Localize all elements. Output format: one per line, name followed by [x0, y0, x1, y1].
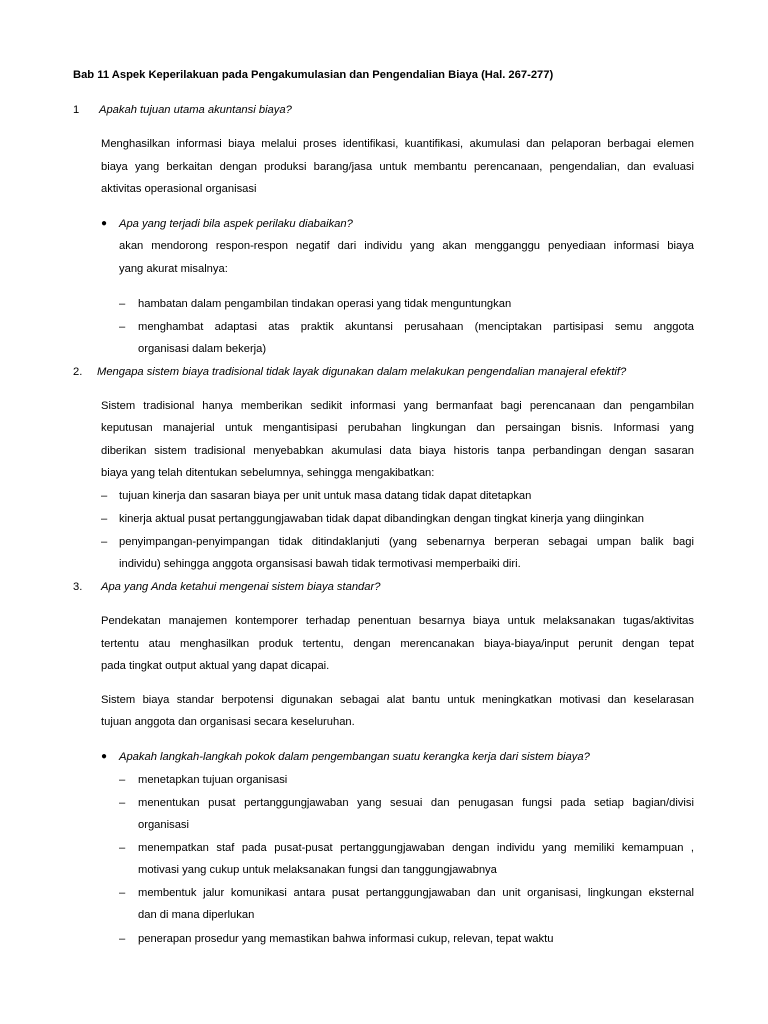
q3-list-item: membentuk jalur komunikasi antara pusat pertanggungjawaban dan unit organisasi, lingkungan eksternal: [138, 887, 694, 899]
q3-list-item-cont: organisasi: [138, 819, 189, 831]
q2-answer-line: Sistem tradisional hanya memberikan sedikit informasi yang bermanfaat bagi perencanaan dan pengambilan: [101, 400, 694, 412]
q1-sub-answer-line: akan mendorong respon-respon negatif dari individu yang akan mengganggu penyediaan informasi biaya: [119, 240, 694, 252]
q3-answer-line: pada tingkat output aktual yang dapat dicapai.: [101, 660, 330, 672]
q1-list-item: menghambat adaptasi atas praktik akuntansi perusahaan (menciptakan partisipasi semu anggota: [138, 321, 694, 333]
bullet-icon: ●: [101, 751, 108, 762]
q1-answer-line: Menghasilkan informasi biaya melalui proses identifikasi, kuantifikasi, akumulasi dan pelaporan berbagai elemen: [101, 138, 694, 150]
q2-answer-line: biaya yang telah ditentukan sebelumnya, sehingga mengakibatkan:: [101, 467, 435, 479]
dash-icon: –: [119, 887, 126, 899]
q2-answer-line: diberikan sistem tradisional menyebabkan akumulasi data biaya historis tanpa perbandingan dengan sasaran: [101, 445, 694, 457]
bullet-icon: ●: [101, 218, 108, 229]
q1-answer-line: aktivitas operasional organisasi: [101, 183, 257, 195]
q2-list-item: kinerja aktual pusat pertanggungjawaban tidak dapat dibandingkan dengan tingkat kinerja yang diinginkan: [119, 513, 644, 525]
dash-icon: –: [119, 797, 126, 809]
q1-number: 1: [73, 104, 80, 116]
dash-icon: –: [101, 513, 108, 525]
dash-icon: –: [101, 490, 108, 502]
q1-list-item-cont: organisasi dalam bekerja): [138, 343, 267, 355]
q3-answer-line: Pendekatan manajemen kontemporer terhadap penentuan besarnya biaya untuk melaksanakan tugas/aktivitas: [101, 615, 694, 627]
q3-answer2-line: Sistem biaya standar berpotensi digunakan sebagai alat bantu untuk meningkatkan motivasi dan keselarasan: [101, 694, 694, 706]
q3-list-item-cont: motivasi yang cukup untuk melaksanakan fungsi dan tanggungjawabnya: [138, 864, 497, 876]
q3-question: Apa yang Anda ketahui mengenai sistem biaya standar?: [101, 581, 381, 593]
q3-list-item: menentukan pusat pertanggungjawaban yang sesuai dan penugasan fungsi pada setiap bagian/divisi: [138, 797, 694, 809]
q2-question: Mengapa sistem biaya tradisional tidak layak digunakan dalam melakukan pengendalian manajeral efektif?: [97, 366, 627, 378]
q1-question: Apakah tujuan utama akuntansi biaya?: [99, 104, 292, 116]
q3-list-item: penerapan prosedur yang memastikan bahwa informasi cukup, relevan, tepat waktu: [138, 933, 554, 945]
q3-answer2-line: tujuan anggota dan organisasi secara keseluruhan.: [101, 716, 355, 728]
q2-list-item-cont: individu) sehingga anggota organsisasi bawah tidak termotivasi memperbaiki diri.: [119, 558, 521, 570]
q3-sub-question: Apakah langkah-langkah pokok dalam pengembangan suatu kerangka kerja dari sistem biaya?: [119, 751, 590, 763]
dash-icon: –: [119, 321, 126, 333]
q2-list-item: penyimpangan-penyimpangan tidak ditindaklanjuti (yang sebenarnya berperan sebagai umpan balik bagi: [119, 536, 694, 548]
q2-number: 2.: [73, 366, 83, 378]
q1-answer-line: biaya yang berkaitan dengan produksi barang/jasa untuk membantu perencanaan, pengendalian, dan evaluasi: [101, 161, 694, 173]
dash-icon: –: [119, 298, 126, 310]
q1-sub-question: Apa yang terjadi bila aspek perilaku diabaikan?: [119, 218, 353, 230]
q3-list-item-cont: dan di mana diperlukan: [138, 909, 255, 921]
q3-answer-line: tertentu atau menghasilkan produk tertentu, dengan merencanakan biaya-biaya/input perunit dengan tepat: [101, 638, 694, 650]
q3-list-item: menempatkan staf pada pusat-pusat pertanggungjawaban dengan individu yang memiliki kemampuan ,: [138, 842, 694, 854]
q1-list-item: hambatan dalam pengambilan tindakan operasi yang tidak menguntungkan: [138, 298, 512, 310]
dash-icon: –: [119, 933, 126, 945]
dash-icon: –: [119, 842, 126, 854]
q2-answer-line: keputusan manajerial untuk mengantisipasi perubahan lingkungan dan persaingan bisnis. Informasi yang: [101, 422, 694, 434]
q3-list-item: menetapkan tujuan organisasi: [138, 774, 288, 786]
q2-list-item: tujuan kinerja dan sasaran biaya per unit untuk masa datang tidak dapat ditetapkan: [119, 490, 532, 502]
dash-icon: –: [119, 774, 126, 786]
document-title: Bab 11 Aspek Keperilakuan pada Pengakumulasian dan Pengendalian Biaya (Hal. 267-277): [73, 69, 554, 81]
dash-icon: –: [101, 536, 108, 548]
q1-sub-answer-line: yang akurat misalnya:: [119, 263, 228, 275]
q3-number: 3.: [73, 581, 83, 593]
